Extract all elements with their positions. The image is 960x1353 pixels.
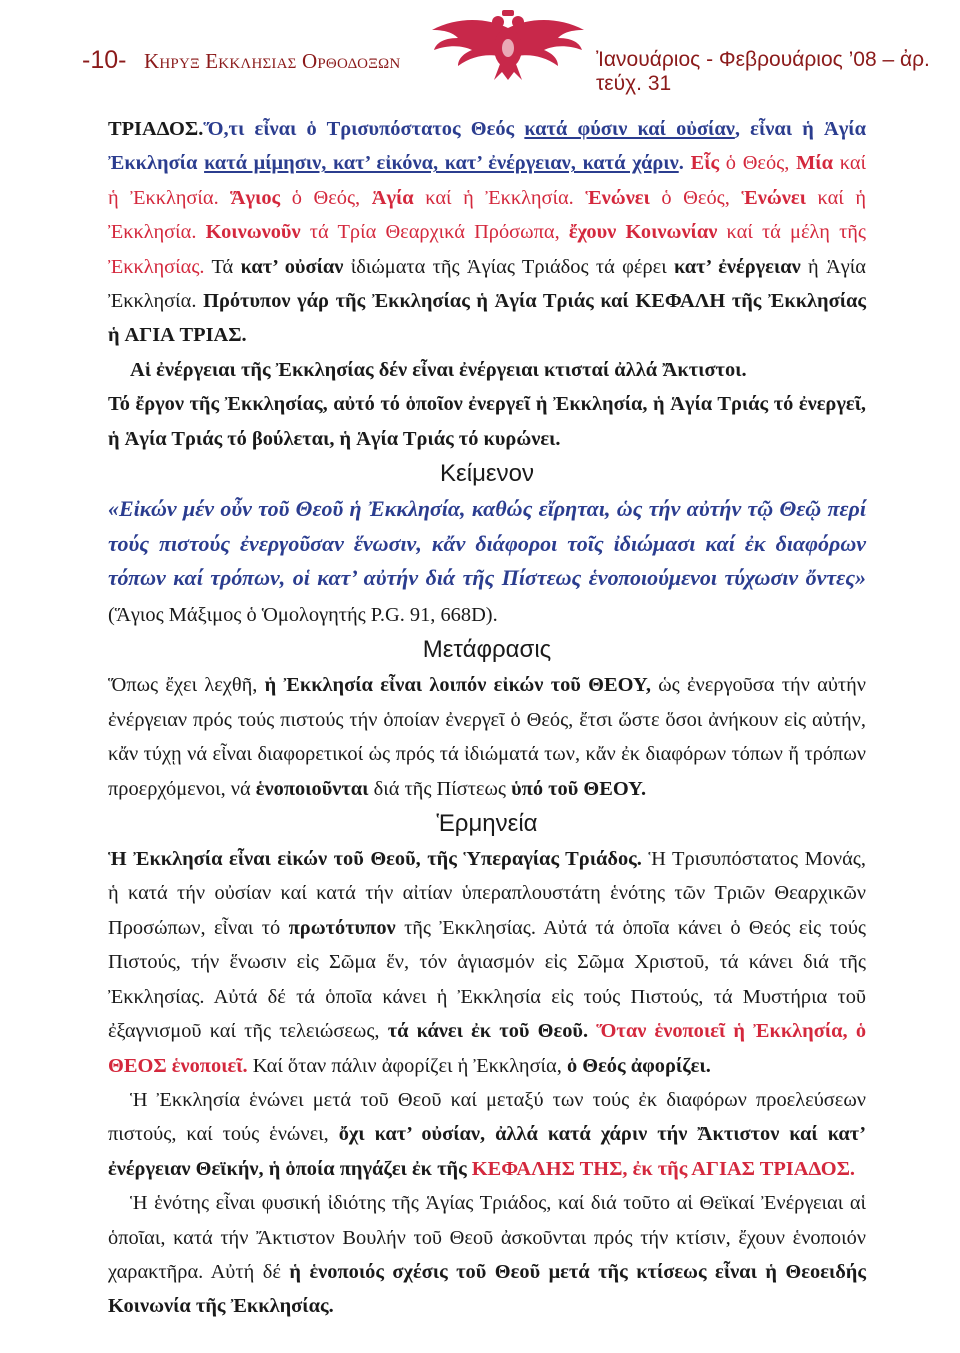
intro-text: ὁ Θεός,: [649, 186, 742, 209]
translation-text: ὑπό τοῦ ΘΕΟΥ.: [511, 777, 647, 800]
page-number: -10-: [82, 46, 127, 74]
intro-text: Ἑνώνει: [585, 186, 650, 209]
intro-text: καί ἡ Ἐκκλησία.: [108, 152, 866, 209]
interpretation-text: Ἡ Ἐκκλησία ἑνώνει μετά τοῦ Θεοῦ καί μεταξύ των τούς ἐκ διαφόρων προελεύσεων πιστούς, καί τούς ἑνώνει,: [108, 1088, 866, 1146]
interpretation-text: ὁ Θεός ἀφορίζει.: [566, 1054, 711, 1077]
intro-text: καί τά μέλη τῆς Ἐκκλησίας.: [108, 221, 866, 278]
intro-text: κατά μίμησιν, κατ’ εἰκόνα, κατ’ ἐνέργειαν, κατά χάριν: [204, 152, 679, 175]
interpretation-text: ἡ ἑνοποιός σχέσις τοῦ Θεοῦ μετά τῆς κτίσεως εἶναι ἡ Θεοειδής Κοινωνία τῆς Ἐκκλησίας.: [108, 1260, 866, 1318]
interpretation-text: Ὅταν ἑνοποιεῖ ἡ Ἐκκλησία, ὁ ΘΕΟΣ ἑνοποιεῖ.: [108, 1020, 867, 1077]
intro-text: Κοινωνοῦν: [205, 221, 301, 244]
interpretation-text: Ἡ ἑνότης εἶναι φυσική ἰδιότης τῆς Ἁγίας Τριάδος, καί διά τοῦτο αἱ Θεϊκαί Ἐνέργειαι αἱ ὁποῖαι, κατά τήν Ἄκτιστον Βουλήν τοῦ Θεοῦ ἀσκοῦνται πρός τήν κτίσιν, ἔχουν ἑνοποιόν χαρακτῆρα. Αὐτή δέ: [108, 1192, 866, 1283]
intro-text: Ὅ,τι εἶναι ὁ Τρισυπόστατος Θεός: [203, 118, 525, 140]
issue-info: Ἰανουάριος - Φεβρουάριος ’08 – ἀρ. τεύχ. 31: [596, 48, 930, 95]
intro-text: .: [678, 152, 684, 175]
interpretation-text: ὄχι κατ’ οὐσίαν, ἀλλά κατά χάριν τήν Ἄκτιστον καί κατ’ ἐνέργειαν Θεϊκήν, ἡ ὁποία πηγάζει ἐκ τῆς: [108, 1123, 866, 1180]
interpretation-text: τά κάνει ἐκ τοῦ Θεοῦ.: [387, 1020, 589, 1043]
intro-paragraph: [108, 112, 866, 353]
intro-text: Ἁγία: [371, 186, 414, 209]
intro-text: , εἶναι ἡ Ἁγία Ἐκκλησία: [108, 118, 866, 175]
intro-text: τά Τρία Θεαρχικά Πρόσωπα,: [300, 221, 569, 244]
translation-text: διά τῆς Πίστεως: [368, 777, 512, 800]
intro-paragraph-2: Αἱ ἐνέργειαι τῆς Ἐκκλησίας δέν εἶναι ἐνέργειαι κτισταί ἀλλά Ἄκτιστοι.: [130, 358, 747, 381]
section-title-ermineia: Ἑρμηνεία: [436, 810, 538, 838]
translation-text: ἡ Ἐκκλησία εἶναι λοιπόν εἰκών τοῦ ΘΕΟΥ,: [264, 674, 651, 697]
interpretation-paragraph-1: [108, 842, 866, 1083]
translation-text: ἑνοποιοῦνται: [255, 777, 369, 800]
quote-block: [108, 492, 866, 632]
quote-paragraph: [108, 492, 866, 632]
article-body: [108, 112, 866, 1324]
interpretation-text: Ἡ Τρισυπόστατος Μονάς, ἡ κατά τήν οὐσίαν καί κατά τήν αἰτίαν ὑπεραπλουστάτη ἑνότης τῶν Τριῶν Θεαρχικῶν Προσώπων, εἶναι τό: [108, 848, 866, 939]
intro-text: καί ἡ Ἐκκλησία.: [108, 186, 866, 244]
interpretation-text: τῆς Ἐκκλησίας. Αὐτά τά ὁποῖα κάνει ὁ Θεός εἰς τούς Πιστούς, τήν ἕνωσιν εἰς Σῶμα ἕν, τόν ἁγιασμόν εἰς Σῶμα Χριστοῦ, τά κάνει διά τῆς Ἐκκλησίας. Αὐτά δέ τά ὁποῖα κάνει ἡ Ἐκκλησία εἰς τούς Πιστούς, τά Μυστήρια τοῦ ἐξαγνισμοῦ καί τῆς τελειώσεως,: [108, 916, 866, 1043]
intro-text: Μία: [796, 152, 834, 175]
translation-text: ὡς ἐνεργοῦσα τήν αὐτήν ἐνέργειαν πρός τούς πιστούς τήν ὁποίαν ἐνεργεῖ ὁ Θεός, ἔτσι ὥστε ὅσοι ἀνήκουν εἰς αὐτήν, κἄν τύχῃ νά εἶναι διαφορετικοί ὡς πρός τά ἰδιώματά των, κἄν ἐκ διαφόρων τόπων ἤ τρόπων προερχόμενοι, νά: [108, 674, 866, 800]
interpretation-text: ΚΕΦΑΛΗΣ ΤΗΣ, ἐκ τῆς ΑΓΙΑΣ ΤΡΙΑΔΟΣ.: [471, 1157, 856, 1180]
section-title-metafrasis: Μετάφρασις: [422, 636, 552, 664]
quote-citation: (Ἅγιος Μάξιμος ὁ Ὁμολογητής P.G. 91, 668D).: [108, 603, 498, 626]
intro-text: Πρότυπον γάρ τῆς Ἐκκλησίας ἡ Ἁγία Τριάς καί ΚΕΦΑΛΗ τῆς Ἐκκλησίας ἡ ΑΓΙΑ ΤΡΙΑΣ.: [108, 290, 867, 347]
intro-text: Ἅγιος: [230, 186, 281, 209]
interpretation-text: πρωτότυπον: [288, 916, 396, 939]
section-title-keimenon: Κείμενον: [440, 460, 534, 488]
intro-text: ὁ Θεός,: [719, 152, 797, 175]
intro-text: ἰδιώματα τῆς Ἁγίας Τριάδος τά φέρει: [343, 255, 675, 278]
intro-text: κατ’ οὐσίαν: [240, 255, 344, 278]
intro-text: ἡ Ἁγία Ἐκκλησία.: [108, 255, 866, 313]
interpretation-paragraph-2: [108, 1083, 866, 1186]
intro-text: Εἷς: [690, 152, 720, 175]
double-headed-eagle-icon: [428, 8, 588, 82]
intro-text: Ἑνώνει: [741, 186, 806, 209]
intro-text: Τά: [204, 255, 241, 278]
intro-text: καί ἡ Ἐκκλησία.: [413, 186, 586, 209]
page-header: [0, 0, 960, 95]
interpretation-text: Ἡ Ἐκκλησία εἶναι εἰκών τοῦ Θεοῦ, τῆς Ὑπεραγίας Τριάδος.: [108, 848, 642, 871]
intro-text: κατά φύσιν καί οὐσίαν: [524, 118, 735, 140]
translation-text: Ὅπως ἔχει λεχθῆ,: [108, 674, 265, 697]
intro-text: ὁ Θεός,: [280, 186, 372, 209]
interpretation-text: Καί ὅταν πάλιν ἀφορίζει ἡ Ἐκκλησία,: [247, 1054, 567, 1077]
intro-text: κατ’ ἐνέργειαν: [674, 255, 801, 278]
intro-paragraph-3: Τό ἔργον τῆς Ἐκκλησίας, αὐτό τό ὁποῖον ἐνεργεῖ ἡ Ἐκκλησία, ἡ Ἁγία Τριάς τό ἐνεργεῖ, ἡ Ἁγία Τριάς τό βούλεται, ἡ Ἁγία Τριάς τό κυρώνει.: [108, 393, 866, 450]
quote-text: «Εἰκών μέν οὖν τοῦ Θεοῦ ἡ Ἐκκλησία, καθώς εἴρηται, ὡς τήν αὐτήν τῷ Θεῷ περί τούς πιστούς ἐνεργοῦσαν ἕνωσιν, κἄν διάφοροι τοῖς ἰδιώμασι καί ἐκ διαφόρων τόπων καί τρόπων, οἱ κατ’ αὐτήν διά τῆς Πίστεως ἑνοποιούμενοι τύχωσιν ὄντες»: [108, 496, 866, 591]
interpretation-paragraph-3: [108, 1186, 866, 1324]
journal-title: Κηρυξ Εκκλησιας Ορθοδοξων: [144, 49, 401, 73]
translation-paragraph: [108, 668, 866, 806]
intro-text: ἔχουν Κοινωνίαν: [568, 221, 718, 244]
intro-text: ΤΡΙΑΔΟΣ.: [108, 118, 204, 140]
